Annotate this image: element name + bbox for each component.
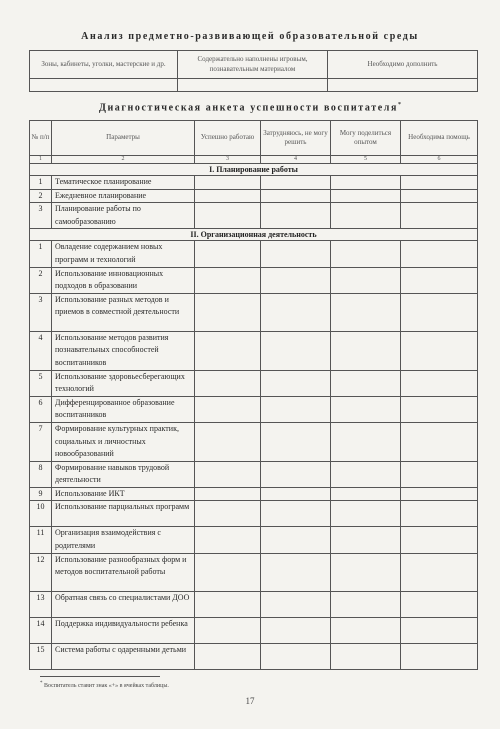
env-col-filled: Содержательно наполнены игровым, познавательным материалом xyxy=(178,51,328,79)
answer-share-cell[interactable] xyxy=(331,527,401,553)
row-number: 4 xyxy=(30,331,52,370)
answer-successful-cell[interactable] xyxy=(195,331,261,370)
answer-help-cell[interactable] xyxy=(401,527,478,553)
answer-successful-cell[interactable] xyxy=(195,370,261,396)
answer-share-cell[interactable] xyxy=(331,487,401,501)
answer-share-cell[interactable] xyxy=(331,370,401,396)
answer-share-cell[interactable] xyxy=(331,501,401,527)
answer-help-cell[interactable] xyxy=(401,176,478,190)
footnote: * Воспитатель ставит знак «+» в ячейках таблицы. xyxy=(40,681,169,689)
env-cell-empty[interactable] xyxy=(328,79,478,92)
env-col-zones: Зоны, кабинеты, уголки, мастерские и др. xyxy=(30,51,178,79)
answer-difficulty-cell[interactable] xyxy=(261,422,331,461)
header-difficulty: Затрудняюсь, не могу решить xyxy=(261,121,331,156)
answer-difficulty-cell[interactable] xyxy=(261,370,331,396)
row-number: 12 xyxy=(30,553,52,591)
row-parameter: Формирование культурных практик, социальных и личностных новообразований xyxy=(52,422,195,461)
answer-share-cell[interactable] xyxy=(331,293,401,331)
row-number: 14 xyxy=(30,617,52,643)
header-number: № п/п xyxy=(30,121,52,156)
answer-successful-cell[interactable] xyxy=(195,422,261,461)
answer-share-cell[interactable] xyxy=(331,267,401,293)
table-row xyxy=(30,461,478,487)
row-parameter: Тематическое планирование xyxy=(52,176,195,190)
answer-help-cell[interactable] xyxy=(401,331,478,370)
row-number: 3 xyxy=(30,203,52,229)
table-row xyxy=(30,617,478,643)
row-number: 6 xyxy=(30,396,52,422)
row-parameter: Использование методов развития познавательных способностей воспитанников xyxy=(52,331,195,370)
row-parameter: Дифференцированное образование воспитанников xyxy=(52,396,195,422)
row-parameter: Формирование навыков трудовой деятельности xyxy=(52,461,195,487)
answer-difficulty-cell[interactable] xyxy=(261,331,331,370)
answer-difficulty-cell[interactable] xyxy=(261,643,331,669)
answer-successful-cell[interactable] xyxy=(195,643,261,669)
answer-difficulty-cell[interactable] xyxy=(261,189,331,203)
answer-help-cell[interactable] xyxy=(401,487,478,501)
row-parameter: Планирование работы по самообразованию xyxy=(52,203,195,229)
answer-help-cell[interactable] xyxy=(401,267,478,293)
row-parameter: Поддержка индивидуальности ребенка xyxy=(52,617,195,643)
row-number: 3 xyxy=(30,293,52,331)
table-row xyxy=(30,422,478,461)
answer-help-cell[interactable] xyxy=(401,241,478,267)
col-number: 5 xyxy=(331,156,401,164)
answer-share-cell[interactable] xyxy=(331,203,401,229)
answer-help-cell[interactable] xyxy=(401,501,478,527)
header-parameters: Параметры xyxy=(52,121,195,156)
table-row xyxy=(30,553,478,591)
answer-help-cell[interactable] xyxy=(401,370,478,396)
row-number: 1 xyxy=(30,241,52,267)
table-row xyxy=(30,501,478,527)
row-number: 5 xyxy=(30,370,52,396)
col-number: 2 xyxy=(52,156,195,164)
table-row xyxy=(30,189,478,203)
answer-successful-cell[interactable] xyxy=(195,189,261,203)
environment-analysis-table xyxy=(29,50,478,92)
col-number: 1 xyxy=(30,156,52,164)
row-number: 15 xyxy=(30,643,52,669)
row-parameter: Использование ИКТ xyxy=(52,487,195,501)
answer-help-cell[interactable] xyxy=(401,553,478,591)
table-row xyxy=(30,370,478,396)
table-row xyxy=(30,267,478,293)
table-row xyxy=(30,241,478,267)
col-number: 6 xyxy=(401,156,478,164)
answer-successful-cell[interactable] xyxy=(195,203,261,229)
answer-successful-cell[interactable] xyxy=(195,617,261,643)
answer-help-cell[interactable] xyxy=(401,293,478,331)
answer-difficulty-cell[interactable] xyxy=(261,396,331,422)
env-cell-empty[interactable] xyxy=(30,79,178,92)
answer-share-cell[interactable] xyxy=(331,591,401,617)
table-row xyxy=(30,176,478,190)
row-number: 9 xyxy=(30,487,52,501)
answer-difficulty-cell[interactable] xyxy=(261,591,331,617)
answer-help-cell[interactable] xyxy=(401,396,478,422)
answer-help-cell[interactable] xyxy=(401,591,478,617)
answer-share-cell[interactable] xyxy=(331,643,401,669)
answer-difficulty-cell[interactable] xyxy=(261,501,331,527)
answer-difficulty-cell[interactable] xyxy=(261,176,331,190)
answer-difficulty-cell[interactable] xyxy=(261,487,331,501)
section2-title: Диагностическая анкета успешности воспитателя* xyxy=(98,102,402,114)
row-parameter: Использование разнообразных форм и методов воспитательной работы xyxy=(52,553,195,591)
answer-share-cell[interactable] xyxy=(331,176,401,190)
answer-difficulty-cell[interactable] xyxy=(261,267,331,293)
row-parameter: Организация взаимодействия с родителями xyxy=(52,527,195,553)
answer-successful-cell[interactable] xyxy=(195,553,261,591)
answer-help-cell[interactable] xyxy=(401,189,478,203)
page-number: 17 xyxy=(245,696,255,706)
footnote-mark: * xyxy=(398,102,402,108)
answer-share-cell[interactable] xyxy=(331,331,401,370)
answer-successful-cell[interactable] xyxy=(195,241,261,267)
answer-help-cell[interactable] xyxy=(401,617,478,643)
section-heading: II. Организационная деятельность xyxy=(30,229,478,241)
answer-successful-cell[interactable] xyxy=(195,487,261,501)
answer-help-cell[interactable] xyxy=(401,203,478,229)
row-parameter: Обратная связь со специалистами ДОО xyxy=(52,591,195,617)
table-row xyxy=(30,331,478,370)
row-number: 1 xyxy=(30,176,52,190)
row-number: 8 xyxy=(30,461,52,487)
row-number: 13 xyxy=(30,591,52,617)
answer-help-cell[interactable] xyxy=(401,422,478,461)
row-number: 10 xyxy=(30,501,52,527)
teacher-survey-table xyxy=(29,120,478,670)
answer-successful-cell[interactable] xyxy=(195,396,261,422)
answer-difficulty-cell[interactable] xyxy=(261,461,331,487)
table-row xyxy=(30,591,478,617)
footnote-divider xyxy=(40,676,160,677)
answer-share-cell[interactable] xyxy=(331,189,401,203)
header-share: Могу поделиться опытом xyxy=(331,121,401,156)
table-row xyxy=(30,527,478,553)
col-number: 4 xyxy=(261,156,331,164)
answer-share-cell[interactable] xyxy=(331,241,401,267)
table-row xyxy=(30,203,478,229)
answer-difficulty-cell[interactable] xyxy=(261,293,331,331)
row-parameter: Система работы с одаренными детьми xyxy=(52,643,195,669)
header-successful: Успешно работаю xyxy=(195,121,261,156)
answer-difficulty-cell[interactable] xyxy=(261,527,331,553)
answer-successful-cell[interactable] xyxy=(195,267,261,293)
answer-successful-cell[interactable] xyxy=(195,461,261,487)
table-row xyxy=(30,396,478,422)
answer-difficulty-cell[interactable] xyxy=(261,241,331,267)
answer-share-cell[interactable] xyxy=(331,617,401,643)
answer-help-cell[interactable] xyxy=(401,461,478,487)
col-number: 3 xyxy=(195,156,261,164)
answer-difficulty-cell[interactable] xyxy=(261,203,331,229)
row-number: 2 xyxy=(30,267,52,293)
row-parameter: Использование инновационных подходов в образовании xyxy=(52,267,195,293)
row-number: 2 xyxy=(30,189,52,203)
section-heading: I. Планирование работы xyxy=(30,164,478,176)
table-row xyxy=(30,643,478,669)
answer-successful-cell[interactable] xyxy=(195,591,261,617)
answer-share-cell[interactable] xyxy=(331,461,401,487)
answer-share-cell[interactable] xyxy=(331,553,401,591)
answer-successful-cell[interactable] xyxy=(195,527,261,553)
answer-successful-cell[interactable] xyxy=(195,176,261,190)
table-row xyxy=(30,487,478,501)
row-parameter: Использование разных методов и приемов в совместной деятельности xyxy=(52,293,195,331)
env-col-supplement: Необходимо дополнить xyxy=(328,51,478,79)
row-parameter: Ежедневное планирование xyxy=(52,189,195,203)
answer-successful-cell[interactable] xyxy=(195,293,261,331)
table-row xyxy=(30,293,478,331)
answer-successful-cell[interactable] xyxy=(195,501,261,527)
answer-difficulty-cell[interactable] xyxy=(261,553,331,591)
row-parameter: Использование парциальных программ xyxy=(52,501,195,527)
row-parameter: Использование здоровьесберегающих технологий xyxy=(52,370,195,396)
row-number: 11 xyxy=(30,527,52,553)
env-cell-empty[interactable] xyxy=(178,79,328,92)
header-help: Необходима помощь xyxy=(401,121,478,156)
row-number: 7 xyxy=(30,422,52,461)
answer-help-cell[interactable] xyxy=(401,643,478,669)
answer-difficulty-cell[interactable] xyxy=(261,617,331,643)
answer-share-cell[interactable] xyxy=(331,396,401,422)
row-parameter: Овладение содержанием новых программ и технологий xyxy=(52,241,195,267)
section1-title: Анализ предметно-развивающей образовательной среды xyxy=(81,31,419,42)
answer-share-cell[interactable] xyxy=(331,422,401,461)
